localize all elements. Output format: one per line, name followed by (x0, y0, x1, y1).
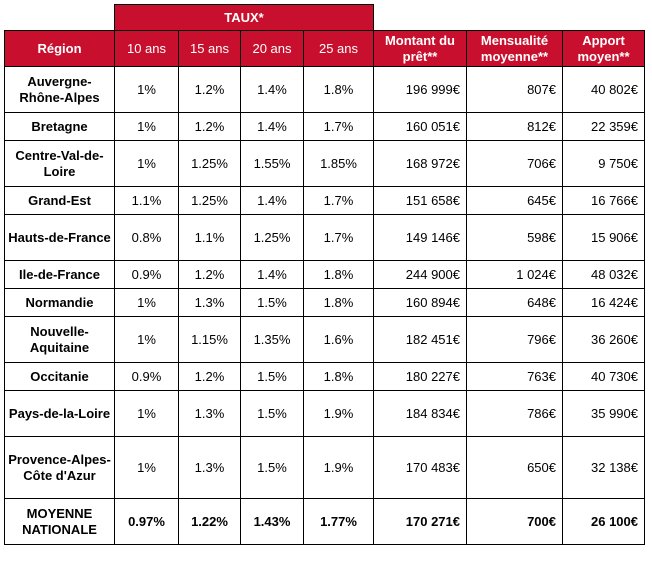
duration-20-header: 20 ans (241, 31, 304, 67)
table-row (5, 187, 645, 215)
cell-montant: 244 900€ (374, 261, 467, 289)
cell-r15: 1.1% (179, 215, 241, 261)
cell-montant: 182 451€ (374, 317, 467, 363)
cell-r25: 1.7% (304, 215, 374, 261)
cell-r10: 1% (115, 113, 179, 141)
cell-r25: 1.9% (304, 391, 374, 437)
table-row (5, 363, 645, 391)
cell-region: Hauts-de-France (5, 215, 115, 261)
total-cell-r20: 1.43% (241, 499, 304, 545)
cell-r20: 1.5% (241, 363, 304, 391)
cell-region: Nouvelle-Aquitaine (5, 317, 115, 363)
cell-r20: 1.4% (241, 67, 304, 113)
cell-apport: 15 906€ (563, 215, 645, 261)
cell-r10: 1.1% (115, 187, 179, 215)
cell-apport: 36 260€ (563, 317, 645, 363)
cell-montant: 180 227€ (374, 363, 467, 391)
header-blank-right (374, 5, 645, 31)
table-row (5, 289, 645, 317)
cell-mensualite: 786€ (467, 391, 563, 437)
duration-15-header: 15 ans (179, 31, 241, 67)
table-row (5, 261, 645, 289)
cell-montant: 151 658€ (374, 187, 467, 215)
taux-group-header: TAUX* (115, 5, 374, 31)
cell-mensualite: 706€ (467, 141, 563, 187)
total-cell-montant: 170 271€ (374, 499, 467, 545)
cell-r10: 0.9% (115, 261, 179, 289)
cell-r10: 1% (115, 67, 179, 113)
cell-r15: 1.25% (179, 187, 241, 215)
cell-r15: 1.3% (179, 391, 241, 437)
cell-apport: 16 424€ (563, 289, 645, 317)
duration-10-header: 10 ans (115, 31, 179, 67)
cell-mensualite: 1 024€ (467, 261, 563, 289)
total-cell-r25: 1.77% (304, 499, 374, 545)
total-row (5, 499, 645, 545)
cell-r15: 1.2% (179, 363, 241, 391)
duration-25-header: 25 ans (304, 31, 374, 67)
cell-r25: 1.9% (304, 437, 374, 499)
cell-region: Provence-Alpes-Côte d'Azur (5, 437, 115, 499)
cell-r25: 1.8% (304, 289, 374, 317)
cell-montant: 149 146€ (374, 215, 467, 261)
montant-column-header: Montant du prêt** (374, 31, 467, 67)
cell-r20: 1.4% (241, 261, 304, 289)
table-row (5, 141, 645, 187)
cell-region: Normandie (5, 289, 115, 317)
total-cell-region: MOYENNE NATIONALE (5, 499, 115, 545)
apport-column-header: Apport moyen** (563, 31, 645, 67)
cell-r25: 1.8% (304, 67, 374, 113)
cell-region: Auvergne-Rhône-Alpes (5, 67, 115, 113)
table-row (5, 391, 645, 437)
cell-mensualite: 645€ (467, 187, 563, 215)
cell-mensualite: 763€ (467, 363, 563, 391)
table-row (5, 113, 645, 141)
cell-r10: 1% (115, 437, 179, 499)
cell-r20: 1.55% (241, 141, 304, 187)
cell-montant: 196 999€ (374, 67, 467, 113)
cell-apport: 9 750€ (563, 141, 645, 187)
cell-r20: 1.5% (241, 437, 304, 499)
cell-r20: 1.4% (241, 187, 304, 215)
cell-r15: 1.2% (179, 261, 241, 289)
region-column-header: Région (5, 31, 115, 67)
cell-apport: 40 802€ (563, 67, 645, 113)
cell-r25: 1.8% (304, 261, 374, 289)
cell-mensualite: 650€ (467, 437, 563, 499)
cell-montant: 184 834€ (374, 391, 467, 437)
cell-region: Grand-Est (5, 187, 115, 215)
table-row (5, 437, 645, 499)
cell-apport: 32 138€ (563, 437, 645, 499)
cell-region: Ile-de-France (5, 261, 115, 289)
cell-r10: 1% (115, 289, 179, 317)
cell-mensualite: 648€ (467, 289, 563, 317)
cell-mensualite: 796€ (467, 317, 563, 363)
table-row (5, 317, 645, 363)
cell-apport: 22 359€ (563, 113, 645, 141)
total-cell-r15: 1.22% (179, 499, 241, 545)
cell-montant: 168 972€ (374, 141, 467, 187)
cell-r10: 1% (115, 391, 179, 437)
cell-r10: 1% (115, 317, 179, 363)
cell-r15: 1.3% (179, 289, 241, 317)
cell-r25: 1.8% (304, 363, 374, 391)
cell-r10: 1% (115, 141, 179, 187)
cell-apport: 40 730€ (563, 363, 645, 391)
header-blank-left (5, 5, 115, 31)
cell-apport: 16 766€ (563, 187, 645, 215)
cell-region: Bretagne (5, 113, 115, 141)
table-row (5, 215, 645, 261)
cell-r25: 1.7% (304, 113, 374, 141)
cell-mensualite: 812€ (467, 113, 563, 141)
cell-r25: 1.7% (304, 187, 374, 215)
cell-montant: 170 483€ (374, 437, 467, 499)
table-body (5, 67, 645, 545)
cell-mensualite: 598€ (467, 215, 563, 261)
cell-r20: 1.25% (241, 215, 304, 261)
cell-r15: 1.15% (179, 317, 241, 363)
loan-rates-table (4, 4, 645, 545)
cell-r15: 1.2% (179, 113, 241, 141)
cell-r15: 1.2% (179, 67, 241, 113)
mensualite-column-header: Mensualité moyenne** (467, 31, 563, 67)
table-row (5, 67, 645, 113)
total-cell-mensualite: 700€ (467, 499, 563, 545)
cell-r25: 1.85% (304, 141, 374, 187)
cell-r15: 1.3% (179, 437, 241, 499)
cell-apport: 35 990€ (563, 391, 645, 437)
cell-montant: 160 894€ (374, 289, 467, 317)
total-cell-apport: 26 100€ (563, 499, 645, 545)
total-cell-r10: 0.97% (115, 499, 179, 545)
cell-r20: 1.4% (241, 113, 304, 141)
cell-r10: 0.9% (115, 363, 179, 391)
cell-apport: 48 032€ (563, 261, 645, 289)
cell-r20: 1.5% (241, 289, 304, 317)
cell-mensualite: 807€ (467, 67, 563, 113)
cell-montant: 160 051€ (374, 113, 467, 141)
cell-region: Occitanie (5, 363, 115, 391)
cell-region: Centre-Val-de-Loire (5, 141, 115, 187)
cell-r25: 1.6% (304, 317, 374, 363)
cell-r15: 1.25% (179, 141, 241, 187)
cell-region: Pays-de-la-Loire (5, 391, 115, 437)
cell-r20: 1.35% (241, 317, 304, 363)
cell-r10: 0.8% (115, 215, 179, 261)
cell-r20: 1.5% (241, 391, 304, 437)
